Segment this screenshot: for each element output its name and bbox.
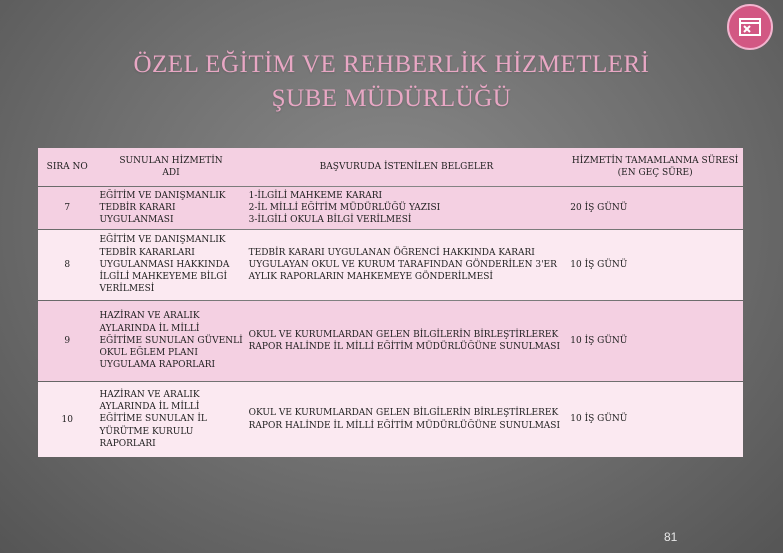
slide-title [0,48,783,116]
header-docs: BAŞVURUDA İSTENİLEN BELGELER [246,148,568,186]
header-duration [567,148,743,186]
row-number: 10 [38,382,96,457]
table-row [38,382,743,457]
table-row [38,301,743,381]
row-service-line: EĞİTİM VE DANIŞMANLIK [99,190,226,201]
table-row [38,230,743,300]
row-service-line: EĞİTİM VE DANIŞMANLIK [99,235,226,246]
row-number: 7 [38,187,96,229]
row-service-line: AYLARINDA İL MİLLİ [99,402,200,413]
page-number: 81 [664,530,678,544]
row-service [96,187,245,229]
row-service-line: EĞİTİME SUNULAN İL [99,414,207,425]
header-service-line1: SUNULAN HİZMETİN [119,155,223,166]
row-docs-line: RAPOR HALİNDE İL MİLLİ EĞİTİM MÜDÜRLÜĞÜNE SUNULMASI [248,342,561,352]
header-service [96,148,245,186]
row-docs-line: RAPOR HALİNDE İL MİLLİ EĞİTİM MÜDÜRLÜĞÜNE SUNULMASI [248,420,561,431]
row-service [96,230,245,300]
header-service-line2: ADI [162,168,180,178]
row-service-line: UYGULAMA RAPORLARI [99,360,216,371]
table-header-row [38,148,743,186]
row-duration: 10 İŞ GÜNÜ [567,301,743,381]
row-service-line: YÜRÜTME KURULU [99,426,194,437]
row-docs [246,301,568,381]
row-service [96,301,245,381]
row-docs-line: 2-İL MİLLİ EĞİTİM MÜDÜRLÜĞÜ YAZISI [248,202,441,213]
row-docs-line: UYGULAYAN OKUL VE KURUM TARAFINDAN GÖNDERİLEN 3'ER [248,259,557,270]
services-table [38,147,743,458]
row-service [96,382,245,457]
row-duration: 10 İŞ GÜNÜ [567,382,743,457]
row-docs [246,382,568,457]
row-docs [246,230,568,300]
row-duration: 10 İŞ GÜNÜ [567,230,743,300]
row-service-line: OKUL EĞLEM PLANI [99,348,198,359]
row-service-line: İLGİLİ MAHKEYEME BİLGİ [99,272,228,283]
row-duration: 20 İŞ GÜNÜ [567,187,743,229]
row-service-line: TEDBİR KARARLARI [99,247,195,258]
slide-title-line2: ŞUBE MÜDÜRLÜĞÜ [271,85,512,112]
row-docs-line: 3-İLGİLİ OKULA BİLGİ VERİLMESİ [248,215,412,226]
row-service-line: HAZİRAN VE ARALIK [99,311,200,322]
row-service-line: UYGULANMASI [99,215,174,226]
row-service-line: UYGULANMASI HAKKINDA [99,259,230,270]
row-docs-line: TEDBİR KARARI UYGULANAN ÖĞRENCİ HAKKINDA KARARI [248,247,535,258]
row-docs-line: 1-İLGİLİ MAHKEME KARARI [248,190,383,201]
close-slide-button[interactable] [727,4,773,50]
row-service-line: EĞİTİME SUNULAN GÜVENLİ [99,335,243,346]
row-service-line: AYLARINDA İL MİLLİ [99,323,200,334]
row-service-line: TEDBİR KARARI [99,202,176,213]
table-row [38,187,743,229]
row-docs-line: OKUL VE KURUMLARDAN GELEN BİLGİLERİN BİRLEŞTİRLEREK [248,408,559,419]
row-docs-line: OKUL VE KURUMLARDAN GELEN BİLGİLERİN BİRLEŞTİRLEREK [248,329,559,340]
header-no: SIRA NO [38,148,96,186]
close-slide-icon [738,15,762,39]
row-number: 9 [38,301,96,381]
header-duration-line1: HİZMETİN TAMAMLANMA SÜRESİ [571,155,739,166]
row-number: 8 [38,230,96,300]
row-docs [246,187,568,229]
row-service-line: VERİLMESİ [99,284,155,295]
row-service-line: RAPORLARI [99,438,156,449]
row-service-line: HAZİRAN VE ARALIK [99,389,200,400]
row-docs-line: AYLIK RAPORLARIN MAHKEMEYE GÖNDERİLMESİ [248,272,493,283]
slide-title-line1: ÖZEL EĞİTİM VE REHBERLİK HİZMETLERİ [133,51,650,78]
header-duration-line2: (EN GEÇ SÜRE) [617,168,693,178]
